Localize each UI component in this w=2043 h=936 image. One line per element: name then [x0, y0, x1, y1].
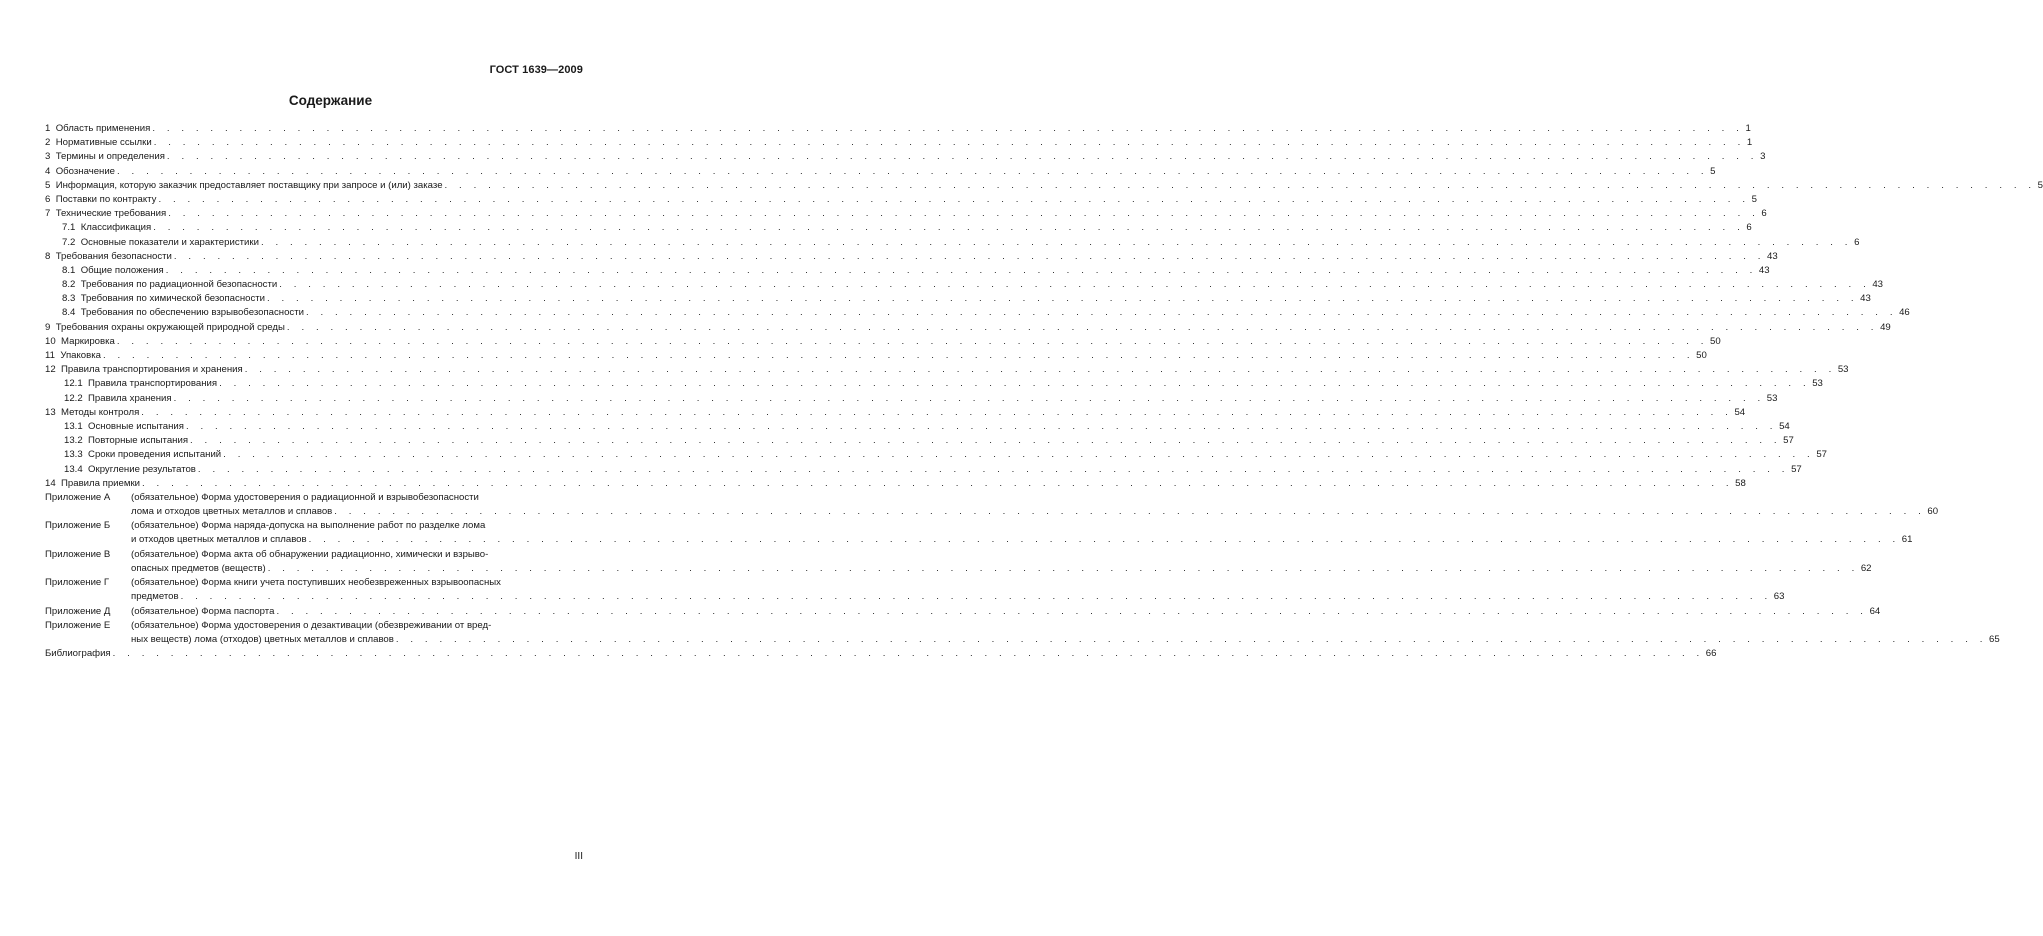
toc-entry-title: Технические требования	[55, 208, 167, 220]
toc-entry-page: 5	[2037, 179, 2043, 193]
toc-entry-title: Область применения	[55, 123, 151, 134]
toc-entry-page: 53	[1811, 377, 1823, 391]
toc-entry-number: 8	[45, 250, 51, 262]
standard-designation: ГОСТ 1639—2009	[489, 64, 583, 76]
appendix-head	[45, 576, 583, 590]
toc-entry-page: 1	[1744, 122, 1750, 136]
toc-entry-number: 7	[45, 208, 51, 220]
toc-entry-page: 54	[1733, 406, 1745, 420]
toc-entry-number: 8.2	[62, 279, 76, 291]
dot-leader: . . . . . . . . . . . . . . . . . . . . . . . . . . . . . . . . . . . . . . . . . . . . . . . . . . . . . . . . . . . . . . . . . . . . . . . . . . . . . . . . . . . . . . . . . . . . . . . . . . . . . . . . . . . . . .	[165, 264, 1757, 276]
toc-entry[interactable]	[45, 335, 1721, 349]
toc-entry[interactable]	[45, 193, 1757, 207]
toc-entry-label	[45, 179, 445, 193]
toc-entry-title: Основные испытания	[88, 420, 184, 432]
toc-entry-number: 13.4	[64, 463, 83, 475]
toc-entry-line	[64, 420, 1790, 434]
toc-entry-page: 50	[1709, 335, 1721, 349]
appendix-line	[131, 605, 1881, 619]
dot-leader: . . . . . . . . . . . . . . . . . . . . . . . . . . . . . . . . . . . . . . . . . . . . . . . . . . . . . . . . . . . . . . . . . . . . . . . . . . . . . . . . . . . . . . . . . . . . . . . . . . . . . . . . . . . . . .	[334, 506, 1926, 518]
dot-leader: . . . . . . . . . . . . . . . . . . . . . . . . . . . . . . . . . . . . . . . . . . . . . . . . . . . . . . . . . . . . . . . . . . . . . . . . . . . . . . . . . . . . . . . . . . . . . . . . . . . . . . . . . . . . . .	[166, 151, 1759, 163]
appendix-title: (обязательное) Форма наряда-допуска на выполнение работ по разделке лома	[131, 520, 486, 532]
toc-entry-label	[45, 477, 142, 491]
toc-entry[interactable]	[45, 420, 1790, 434]
toc-entry-title: Округление результатов	[88, 463, 196, 475]
toc-entry[interactable]	[45, 434, 1794, 448]
toc-entry-line	[45, 122, 1751, 136]
dot-leader: . . . . . . . . . . . . . . . . . . . . . . . . . . . . . . . . . . . . . . . . . . . . . . . . . . . . . . . . . . . . . . . . . . . . . . . . . . . . . . . . . . . . . . . . . . . . . . . . . . . . . . . . . . . . . .	[153, 137, 1745, 149]
dot-leader: . . . . . . . . . . . . . . . . . . . . . . . . . . . . . . . . . . . . . . . . . . . . . . . . . . . . . . . . . . . . . . . . . . . . . . . . . . . . . . . . . . . . . . . . . . . . . . . . . . . . . . . . . . . . . .	[185, 420, 1778, 432]
appendix-entry[interactable]	[45, 619, 2000, 647]
toc-entry[interactable]	[45, 150, 1766, 164]
toc-entry-line	[45, 406, 1746, 420]
toc-entry-line	[64, 392, 1778, 406]
page-number: III	[574, 851, 583, 862]
toc-entry-line	[45, 321, 1891, 335]
toc-entry-number: 11	[45, 350, 55, 361]
toc-entry-title: Термины и определения	[55, 151, 165, 163]
toc-entry-page: 6	[1853, 236, 1859, 250]
toc-entry-title: Правила хранения	[88, 392, 172, 404]
toc-entry-title: Требования охраны окружающей природной среды	[55, 321, 285, 333]
toc-entry-label	[45, 321, 287, 335]
appendix-head	[45, 491, 583, 505]
toc-entry[interactable]	[45, 264, 1770, 278]
appendix-title-cont: опасных предметов (веществ)	[131, 562, 268, 576]
toc-entry[interactable]	[45, 122, 1751, 136]
toc-entry-line	[45, 207, 1767, 221]
toc-entry-line	[62, 278, 1884, 292]
toc-entry[interactable]	[45, 392, 1778, 406]
toc-entry-title: Правила приемки	[61, 477, 141, 489]
toc-entry-line	[64, 463, 1802, 477]
appendix-page: 65	[1988, 633, 2000, 647]
toc-entry-number: 2	[45, 137, 51, 149]
appendix-entry[interactable]	[45, 605, 1881, 619]
toc-entry-number: 13.1	[64, 420, 83, 432]
appendix-head	[45, 548, 583, 562]
toc-entry[interactable]	[45, 278, 1884, 292]
toc-entry-page: 49	[1879, 321, 1891, 335]
toc-entry-label	[45, 165, 117, 179]
toc-entry-label	[45, 207, 168, 221]
dot-leader: . . . . . . . . . . . . . . . . . . . . . . . . . . . . . . . . . . . . . . . . . . . . . . . . . . . . . . . . . . . . . . . . . . . . . . . . . . . . . . . . . . . . . . . . . . . . . . . . . . . . . . . . . . . . . .	[308, 534, 1900, 546]
toc-entry-number: 8.3	[62, 293, 76, 305]
toc-entry-line	[62, 236, 1860, 250]
dot-leader: . . . . . . . . . . . . . . . . . . . . . . . . . . . . . . . . . . . . . . . . . . . . . . . . . . . . . . . . . . . . . . . . . . . . . . . . . . . . . . . . . . . . . . . . . . . . . . . . . . . . . . . . . . . . . .	[168, 208, 1760, 220]
appendix-name: Приложение Е	[45, 619, 111, 631]
dot-leader: . . . . . . . . . . . . . . . . . . . . . . . . . . . . . . . . . . . . . . . . . . . . . . . . . . . . . . . . . . . . . . . . . . . . . . . . . . . . . . . . . . . . . . . . . . . . . . . . . . . . . . . . . . . . . .	[103, 350, 1695, 361]
toc-entry[interactable]	[45, 477, 1746, 491]
page-title: Содержание	[288, 93, 373, 108]
dot-leader: . . . . . . . . . . . . . . . . . . . . . . . . . . . . . . . . . . . . . . . . . . . . . . . . . . . . . . . . . . . . . . . . . . . . . . . . . . . . . . . . . . . . . . . . . . . . . . . . . . . . . . . . . . . . . .	[219, 378, 1811, 390]
toc-entry-page: 5	[1751, 193, 1757, 207]
toc-entry-line	[45, 335, 1721, 349]
appendix-line	[131, 633, 2000, 647]
appendix-name: Приложение Д	[45, 605, 111, 617]
dot-leader: . . . . . . . . . . . . . . . . . . . . . . . . . . . . . . . . . . . . . . . . . . . . . . . . . . . . . . . . . . . . . . . . . . . . . . . . . . . . . . . . . . . . . . . . . . . . . . . . . . . . . . . . . . . . . .	[180, 591, 1772, 603]
toc-entry[interactable]	[45, 236, 1860, 250]
toc-entry[interactable]	[45, 306, 1910, 320]
appendix-name: Приложение А	[45, 491, 111, 503]
toc-entry-title: Упаковка	[60, 350, 101, 361]
toc-entry-page: 43	[1859, 292, 1871, 306]
toc-entry-title: Требования безопасности	[55, 250, 172, 262]
toc-entry-label	[62, 264, 166, 278]
appendix-name: Приложение Б	[45, 520, 111, 532]
toc-entry-label	[45, 122, 152, 136]
toc-entry-line	[62, 292, 1871, 306]
toc-entry-label	[64, 392, 174, 406]
dot-leader: . . . . . . . . . . . . . . . . . . . . . . . . . . . . . . . . . . . . . . . . . . . . . . . . . . . . . . . . . . . . . . . . . . . . . . . . . . . . . . . . . . . . . . . . . . . . . . . . . . . . . . . . . . . . . .	[142, 477, 1734, 489]
toc-entry-number: 4	[45, 165, 51, 177]
table-of-contents	[45, 122, 2043, 661]
toc-entry-page: 46	[1898, 306, 1910, 320]
toc-entry-title: Основные показатели и характеристики	[80, 236, 259, 248]
toc-entry-label	[64, 463, 198, 477]
toc-entry-number: 12.2	[64, 392, 83, 404]
bibliography-entry[interactable]	[45, 647, 1717, 661]
appendix-page: 64	[1869, 605, 1881, 619]
toc-entry-page: 43	[1766, 250, 1778, 264]
toc-entry-line	[62, 306, 1910, 320]
appendix-continuation	[45, 590, 1785, 604]
toc-entry-line	[64, 448, 1827, 462]
appendix-name: Приложение Г	[45, 577, 110, 589]
toc-entry-page: 5	[1709, 165, 1715, 179]
toc-entry-page: 57	[1782, 434, 1794, 448]
toc-entry-line	[62, 264, 1770, 278]
toc-entry-number: 6	[45, 193, 51, 205]
toc-entry-page: 53	[1837, 363, 1849, 377]
appendix-head	[45, 619, 583, 633]
toc-entry-title: Поставки по контракту	[55, 193, 157, 205]
toc-entry-title: Повторные испытания	[88, 435, 189, 447]
dot-leader: . . . . . . . . . . . . . . . . . . . . . . . . . . . . . . . . . . . . . . . . . . . . . . . . . . . . . . . . . . . . . . . . . . . . . . . . . . . . . . . . . . . . . . . . . . . . . . . . . . . . . . . . . . . . . .	[190, 435, 1782, 447]
toc-entry-line	[45, 250, 1778, 264]
toc-entry[interactable]	[45, 448, 1827, 462]
toc-entry-number: 12	[45, 364, 56, 376]
appendix-title: (обязательное) Форма книги учета поступивших необезвреженных взрывоопасных	[131, 577, 501, 589]
toc-entry-title: Правила транспортирования и хранения	[61, 364, 243, 376]
toc-entry-number: 14	[45, 477, 56, 489]
toc-entry[interactable]	[45, 207, 1767, 221]
toc-entry-line	[45, 363, 1849, 377]
toc-entry-label	[45, 335, 117, 349]
dot-leader: . . . . . . . . . . . . . . . . . . . . . . . . . . . . . . . . . . . . . . . . . . . . . . . . . . . . . . . . . . . . . . . . . . . . . . . . . . . . . . . . . . . . . . . . . . . . . . . . . . . . . . . . . . . . . .	[276, 605, 1868, 617]
toc-entry-label	[45, 250, 174, 264]
toc-entry-number: 8.4	[62, 307, 76, 319]
appendix-head	[45, 519, 583, 533]
toc-entry[interactable]	[45, 179, 2043, 193]
toc-entry-page: 50	[1695, 349, 1707, 363]
dot-leader: . . . . . . . . . . . . . . . . . . . . . . . . . . . . . . . . . . . . . . . . . . . . . . . . . . . . . . . . . . . . . . . . . . . . . . . . . . . . . . . . . . . . . . . . . . . . . . . . . . . . . . . . . . . . . .	[173, 250, 1766, 262]
dot-leader: . . . . . . . . . . . . . . . . . . . . . . . . . . . . . . . . . . . . . . . . . . . . . . . . . . . . . . . . . . . . . . . . . . . . . . . . . . . . . . . . . . . . . . . . . . . . . . . . . . . . . . . . . . . . . .	[267, 293, 1859, 305]
toc-entry-number: 12.1	[64, 378, 83, 390]
toc-entry[interactable]	[45, 165, 1716, 179]
toc-entry-title: Классификация	[80, 222, 152, 234]
toc-entry-label	[62, 221, 153, 235]
appendix-title: (обязательное) Форма удостоверения о радиационной и взрывобезопасности	[131, 491, 479, 503]
toc-entry-number: 10	[45, 335, 56, 347]
dot-leader: . . . . . . . . . . . . . . . . . . . . . . . . . . . . . . . . . . . . . . . . . . . . . . . . . . . . . . . . . . . . . . . . . . . . . . . . . . . . . . . . . . . . . . . . . . . . . . . . . . . . . . . . . . . . . .	[444, 179, 2036, 191]
toc-entry-title: Обозначение	[55, 165, 116, 177]
toc-entry-label	[64, 448, 223, 462]
toc-entry-label	[64, 434, 190, 448]
toc-entry-line	[64, 377, 1823, 391]
toc-entry-line	[45, 179, 2043, 193]
appendix-line	[131, 533, 1913, 547]
dot-leader: . . . . . . . . . . . . . . . . . . . . . . . . . . . . . . . . . . . . . . . . . . . . . . . . . . . . . . . . . . . . . . . . . . . . . . . . . . . . . . . . . . . . . . . . . . . . . . . . . . . . . . . . . . . . . .	[395, 633, 1988, 645]
toc-entry-page: 53	[1766, 392, 1778, 406]
appendix-continuation	[45, 633, 2000, 647]
bibliography-page: 66	[1705, 647, 1717, 661]
appendix-title-cont: ных веществ) лома (отходов) цветных металлов и сплавов	[131, 633, 396, 647]
toc-entry[interactable]	[45, 250, 1778, 264]
toc-entry-line	[45, 150, 1766, 164]
toc-entry-label	[45, 363, 245, 377]
toc-entry-number: 8.1	[62, 264, 76, 276]
toc-entry-number: 13	[45, 406, 56, 418]
toc-entry-title: Нормативные ссылки	[55, 137, 152, 149]
toc-entry-line	[45, 193, 1757, 207]
dot-leader: . . . . . . . . . . . . . . . . . . . . . . . . . . . . . . . . . . . . . . . . . . . . . . . . . . . . . . . . . . . . . . . . . . . . . . . . . . . . . . . . . . . . . . . . . . . . . . . . . . . . . . . . . . . . . .	[197, 463, 1790, 475]
toc-entry-label	[62, 236, 261, 250]
toc-entry-label	[62, 306, 306, 320]
toc-entry-label	[62, 278, 279, 292]
bibliography-title: Библиография	[45, 647, 113, 661]
toc-entry-title: Маркировка	[61, 335, 115, 347]
appendix-head	[45, 605, 1881, 619]
appendix-page: 63	[1773, 590, 1785, 604]
toc-entry-title: Требования по обеспечению взрывобезопасности	[80, 307, 304, 319]
toc-entry-title: Общие положения	[80, 264, 164, 276]
toc-entry-label	[45, 349, 103, 363]
appendix-title-cont: и отходов цветных металлов и сплавов	[131, 533, 309, 547]
toc-entry-label	[45, 193, 158, 207]
toc-entry-page: 57	[1815, 448, 1827, 462]
toc-entry[interactable]	[45, 292, 1871, 306]
toc-entry-page: 43	[1758, 264, 1770, 278]
toc-entry-page: 6	[1760, 207, 1766, 221]
toc-entry-label	[45, 150, 167, 164]
toc-entry[interactable]	[45, 463, 1802, 477]
appendix-title: (обязательное) Форма удостоверения о дезактивации (обезвреживании от вред-	[131, 619, 492, 631]
appendix-page: 61	[1901, 533, 1913, 547]
toc-entry-label	[64, 377, 219, 391]
toc-entry-title: Требования по радиационной безопасности	[80, 279, 278, 291]
dot-leader: . . . . . . . . . . . . . . . . . . . . . . . . . . . . . . . . . . . . . . . . . . . . . . . . . . . . . . . . . . . . . . . . . . . . . . . . . . . . . . . . . . . . . . . . . . . . . . . . . . . . . . . . . . . . . .	[117, 165, 1709, 177]
appendix-entry[interactable]	[45, 576, 1785, 604]
toc-entry-number: 7.1	[62, 222, 76, 234]
dot-leader: . . . . . . . . . . . . . . . . . . . . . . . . . . . . . . . . . . . . . . . . . . . . . . . . . . . . . . . . . . . . . . . . . . . . . . . . . . . . . . . . . . . . . . . . . . . . . . . . . . . . . . . . . . . . . .	[244, 364, 1836, 376]
dot-leader: . . . . . . . . . . . . . . . . . . . . . . . . . . . . . . . . . . . . . . . . . . . . . . . . . . . . . . . . . . . . . . . . . . . . . . . . . . . . . . . . . . . . . . . . . . . . . . . . . . . . . . . . . . . . . .	[153, 222, 1745, 234]
toc-entry-page: 54	[1778, 420, 1790, 434]
dot-leader: . . . . . . . . . . . . . . . . . . . . . . . . . . . . . . . . . . . . . . . . . . . . . . . . . . . . . . . . . . . . . . . . . . . . . . . . . . . . . . . . . . . . . . . . . . . . . . . . . . . . . . . . . . . . . .	[141, 406, 1733, 418]
appendix-name: Приложение В	[45, 548, 111, 560]
toc-entry-number: 13.3	[64, 449, 83, 461]
toc-entry-line	[64, 434, 1794, 448]
dot-leader: . . . . . . . . . . . . . . . . . . . . . . . . . . . . . . . . . . . . . . . . . . . . . . . . . . . . . . . . . . . . . . . . . . . . . . . . . . . . . . . . . . . . . . . . . . . . . . . . . . . . . . . . . . . . . .	[305, 307, 1898, 319]
bibliography-line	[45, 647, 1717, 661]
toc-entry[interactable]	[45, 136, 1753, 150]
appendix-entry[interactable]	[45, 491, 1939, 519]
dot-leader: . . . . . . . . . . . . . . . . . . . . . . . . . . . . . . . . . . . . . . . . . . . . . . . . . . . . . . . . . . . . . . . . . . . . . . . . . . . . . . . . . . . . . . . . . . . . . . . . . . . . . . . . . . . . . .	[260, 236, 1853, 248]
toc-entry-number: 9	[45, 321, 51, 333]
toc-entry-number: 7.2	[62, 236, 76, 248]
appendix-entry[interactable]	[45, 548, 1872, 576]
toc-entry-line	[62, 221, 1752, 235]
dot-leader: . . . . . . . . . . . . . . . . . . . . . . . . . . . . . . . . . . . . . . . . . . . . . . . . . . . . . . . . . . . . . . . . . . . . . . . . . . . . . . . . . . . . . . . . . . . . . . . . . . . . . . . . . . . . . .	[267, 562, 1859, 574]
toc-entry-line	[45, 349, 1707, 363]
toc-entry[interactable]	[45, 349, 1707, 363]
appendix-title-cont: предметов	[131, 590, 181, 604]
appendix-continuation	[45, 505, 1939, 519]
dot-leader: . . . . . . . . . . . . . . . . . . . . . . . . . . . . . . . . . . . . . . . . . . . . . . . . . . . . . . . . . . . . . . . . . . . . . . . . . . . . . . . . . . . . . . . . . . . . . . . . . . . . . . . . . . . . . .	[173, 392, 1765, 404]
toc-entry-line	[45, 136, 1753, 150]
toc-entry[interactable]	[45, 377, 1823, 391]
toc-entry-page: 43	[1871, 278, 1883, 292]
toc-entry-label	[62, 292, 267, 306]
toc-entry-label	[45, 406, 141, 420]
toc-entry-title: Информация, которую заказчик предоставляет поставщику при запросе и (или) заказе	[55, 179, 443, 191]
appendix-line	[131, 505, 1939, 519]
appendix-page: 60	[1926, 505, 1938, 519]
dot-leader: . . . . . . . . . . . . . . . . . . . . . . . . . . . . . . . . . . . . . . . . . . . . . . . . . . . . . . . . . . . . . . . . . . . . . . . . . . . . . . . . . . . . . . . . . . . . . . . . . . . . . . . . . . . . . .	[152, 123, 1744, 134]
toc-entry-number: 13.2	[64, 435, 83, 447]
toc-entry[interactable]	[45, 406, 1746, 420]
toc-entry-title: Требования по химической безопасности	[80, 293, 265, 305]
toc-entry-title: Правила транспортирования	[88, 378, 218, 390]
dot-leader: . . . . . . . . . . . . . . . . . . . . . . . . . . . . . . . . . . . . . . . . . . . . . . . . . . . . . . . . . . . . . . . . . . . . . . . . . . . . . . . . . . . . . . . . . . . . . . . . . . . . . . . . . . . . . .	[116, 335, 1708, 347]
dot-leader: . . . . . . . . . . . . . . . . . . . . . . . . . . . . . . . . . . . . . . . . . . . . . . . . . . . . . . . . . . . . . . . . . . . . . . . . . . . . . . . . . . . . . . . . . . . . . . . . . . . . . . . . . . . . . .	[158, 193, 1750, 205]
toc-entry-number: 1	[45, 123, 51, 134]
dot-leader: . . . . . . . . . . . . . . . . . . . . . . . . . . . . . . . . . . . . . . . . . . . . . . . . . . . . . . . . . . . . . . . . . . . . . . . . . . . . . . . . . . . . . . . . . . . . . . . . . . . . . . . . . . . . . .	[286, 321, 1879, 333]
appendix-page: 62	[1860, 562, 1872, 576]
appendix-continuation	[45, 562, 1872, 576]
appendix-line	[131, 590, 1785, 604]
toc-entry[interactable]	[45, 221, 1752, 235]
toc-entry-line	[45, 165, 1716, 179]
toc-entry-number: 5	[45, 179, 51, 191]
appendix-entry[interactable]	[45, 519, 1913, 547]
toc-entry-number: 3	[45, 151, 51, 163]
dot-leader: . . . . . . . . . . . . . . . . . . . . . . . . . . . . . . . . . . . . . . . . . . . . . . . . . . . . . . . . . . . . . . . . . . . . . . . . . . . . . . . . . . . . . . . . . . . . . . . . . . . . . . . . . . . . . .	[223, 449, 1815, 461]
appendix-title: (обязательное) Форма паспорта	[131, 605, 276, 619]
toc-entry-title: Методы контроля	[61, 406, 140, 418]
toc-entry-label	[45, 136, 154, 150]
appendix-title-cont: лома и отходов цветных металлов и сплавов	[131, 505, 334, 519]
toc-entry[interactable]	[45, 321, 1891, 335]
toc-entry-line	[45, 477, 1746, 491]
appendix-line	[131, 562, 1872, 576]
toc-entry-page: 58	[1734, 477, 1746, 491]
toc-entry-page: 6	[1745, 221, 1751, 235]
appendix-continuation	[45, 533, 1913, 547]
toc-entry-label	[64, 420, 186, 434]
toc-entry-page: 3	[1759, 150, 1765, 164]
appendix-title: (обязательное) Форма акта об обнаружении радиационно, химически и взрыво-	[131, 548, 489, 560]
dot-leader: . . . . . . . . . . . . . . . . . . . . . . . . . . . . . . . . . . . . . . . . . . . . . . . . . . . . . . . . . . . . . . . . . . . . . . . . . . . . . . . . . . . . . . . . . . . . . . . . . . . . . . . . . . . . . .	[112, 648, 1704, 660]
dot-leader: . . . . . . . . . . . . . . . . . . . . . . . . . . . . . . . . . . . . . . . . . . . . . . . . . . . . . . . . . . . . . . . . . . . . . . . . . . . . . . . . . . . . . . . . . . . . . . . . . . . . . . . . . . . . . .	[279, 279, 1871, 291]
toc-entry-title: Сроки проведения испытаний	[88, 449, 222, 461]
toc-entry-page: 1	[1746, 136, 1752, 150]
toc-entry[interactable]	[45, 363, 1849, 377]
toc-entry-page: 57	[1790, 463, 1802, 477]
